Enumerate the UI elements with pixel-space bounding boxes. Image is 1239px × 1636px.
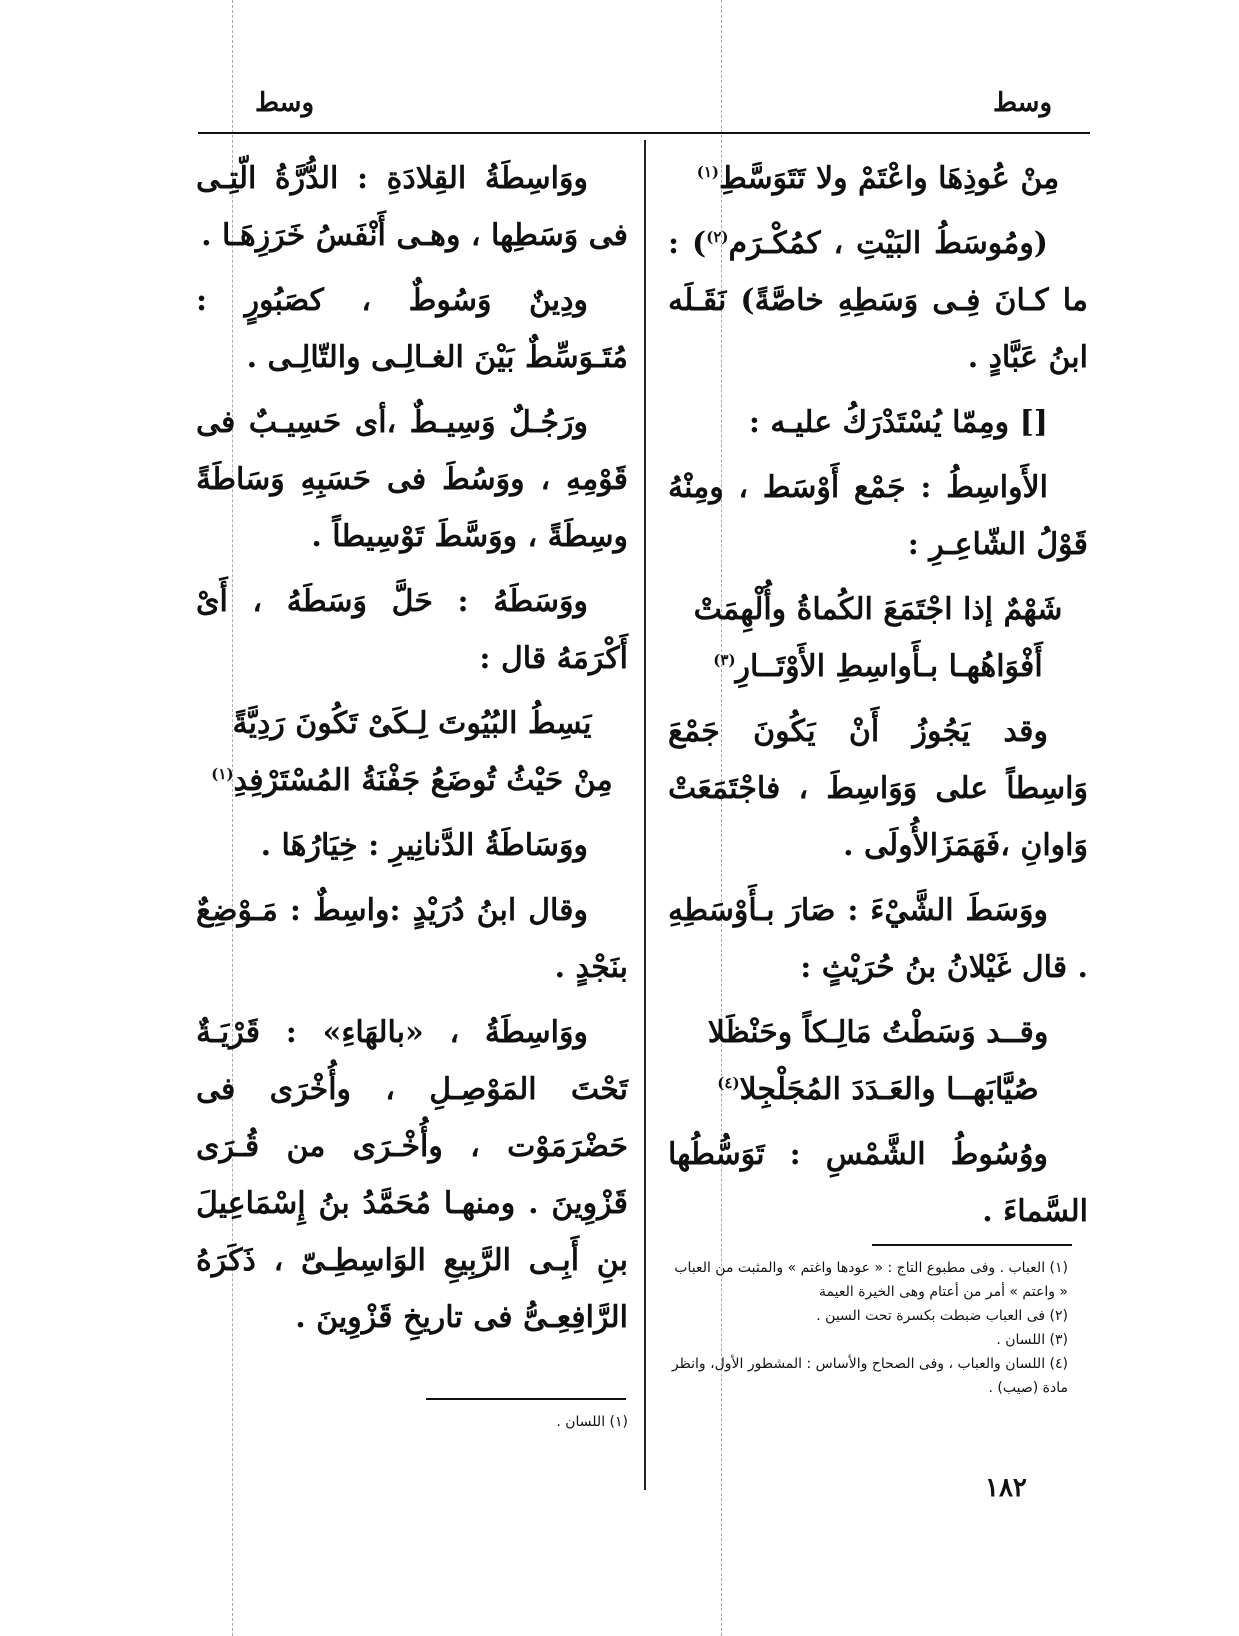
left-column xyxy=(196,150,628,1354)
entry-paragraph: [] ومِمّا يُسْتَدْرَكُ عليـه : xyxy=(748,405,1048,440)
verse-line: شَهْمٌ إذا اجْتَمَعَ الكُماةُ وأُلْهِمَتْ xyxy=(693,592,1063,627)
entry-paragraph: ورَجُـلٌ وَسِيـطٌ ،أى حَسِيـبٌ فى قَوْمِهِ ، ووَسُطَ فى حَسَبِهِ وَسَاطَةً وسِطَةً ، ووَسَّطَ تَوْسِيطاً . xyxy=(196,405,628,554)
verse-couplet xyxy=(668,581,1088,695)
header-rule xyxy=(198,132,1090,134)
entry-paragraph: ووَاسِطَةُ ، «بالهَاءِ» : قَرْيَـةٌ تَحْتَ المَوْصِـلِ ، وأُخْرَى فى حَضْرَمَوْت ، وأُخْـرَى من قُـرَى قَزْوِينَ . ومنهـا مُحَمَّدُ بنُ إِسْمَاعِيلَ بنِ أَبِـى الرَّبِيعِ الوَاسِطِـىّ ، ذَكَرَهُ الرَّافِعِـىُّ فى تاريخِ قَزْوِينَ . xyxy=(196,1015,628,1335)
entry-paragraph: ووَسَاطَةُ الدَّنانِيرِ : خِيَارُهَا . xyxy=(260,828,588,863)
entry-paragraph: ووَسَطَهُ : حَلَّ وَسَطَهُ ، أَىْ أَكْرَمَهُ قال : xyxy=(196,584,628,676)
footnote: (٣) اللسان . xyxy=(996,1332,1068,1348)
verse-line: صُيَّابَهــا والعَـدَدَ المُجَلْجِلا$^{(٤)}$ xyxy=(717,1072,1039,1107)
verse-line: مِنْ حَيْثُ تُوضَعُ جَفْنَةُ المُسْتَرْفِدِ$^{(١)}$ xyxy=(211,763,613,798)
footnotes-left xyxy=(196,1410,628,1434)
footnote: (٢) فى العباب ضبطت بكسرة تحت السين . xyxy=(816,1308,1068,1324)
verse-line: وقــد وَسَطْتُ مَالِـكاً وحَنْظَلا xyxy=(707,1015,1049,1050)
page-number: ١٨٢ xyxy=(985,1473,1027,1503)
entry-paragraph: (ومُوسَطُ البَيْتِ ، كمُكْـرَم$^{(٢)}$) : ما كـانَ فِـى وَسَطِهِ خاصَّةً) نَقَـلَه ابنُ عَبَّادٍ . xyxy=(668,226,1088,375)
entry-paragraph: ووُسُوطُ الشَّمْسِ : تَوَسُّطُها السَّماءَ . xyxy=(668,1137,1088,1229)
verse-line: يَسِطُ البُيُوتَ لِـكَىْ تَكُونَ رَدِيَّةً xyxy=(232,706,592,741)
verse-line: أَفْوَاهُهـا بـأَواسِطِ الأَوْتَــارِ$^{(٣)}$ xyxy=(713,649,1043,684)
verse-couplet xyxy=(668,1004,1088,1118)
column-separator xyxy=(644,140,646,1490)
footnote-rule-right xyxy=(872,1244,1072,1246)
right-column xyxy=(668,150,1088,1248)
entry-paragraph: ودِينٌ وَسُوطٌ ، كصَبُورٍ : مُتَـوَسِّطٌ بَيْنَ الغـالِـى والتّالِـى . xyxy=(196,283,628,375)
footnotes-right xyxy=(668,1256,1068,1400)
header-left-word: وسط xyxy=(255,88,315,118)
entry-paragraph: وقال ابنُ دُرَيْدٍ :واسِطٌ : مَـوْضِعٌ بنَجْدٍ . xyxy=(196,893,628,985)
verse-couplet xyxy=(196,695,628,809)
footnote-rule-left xyxy=(426,1398,626,1400)
entry-paragraph: ووَاسِطَةُ القِلادَةِ : الدُّرَّةُ الّتِـى فى وَسَطِها ، وهـى أَنْفَسُ خَرَزِهَـا . xyxy=(196,161,628,253)
header-right-word: وسط xyxy=(993,88,1053,118)
verse-line: مِنْ عُوذِهَا واعْتَمْ ولا تَتَوَسَّطِ$^{(١)}$ xyxy=(696,161,1060,196)
footnote: (١) اللسان . xyxy=(556,1414,628,1430)
footnote: (١) العباب . وفى مطبوع التاج : « عودها واغتم » والمثبت من العباب « واعتم » أمر من أعتام وهى الخيرة العيمة xyxy=(674,1260,1068,1300)
footnote: (٤) اللسان والعباب ، وفى الصحاح والأساس : المشطور الأول، وانظر مادة (صيب) . xyxy=(671,1356,1068,1396)
entry-paragraph: ووَسَطَ الشَّيْءَ : صَارَ بـأَوْسَطِهِ . قال غَيْلانُ بنُ حُرَيْثٍ : xyxy=(668,893,1088,985)
entry-paragraph: الأَواسِطُ : جَمْع أَوْسَط ، ومِنْهُ قَوْلُ الشّاعِـرِ : xyxy=(668,470,1088,562)
entry-paragraph: وقد يَجُوزُ أَنْ يَكُونَ جَمْعَ وَاسِطاً على وَوَاسِطَ ، فاجْتَمَعَتْ وَاوانِ ،فَهَمَزَالأُولَى . xyxy=(668,714,1088,863)
